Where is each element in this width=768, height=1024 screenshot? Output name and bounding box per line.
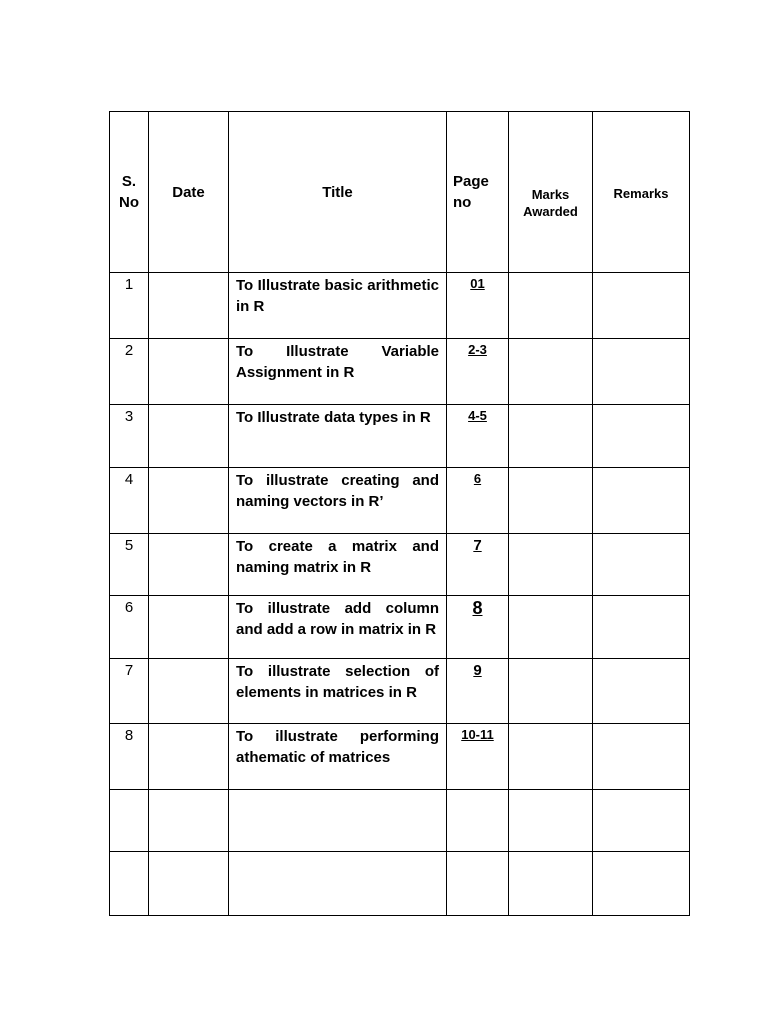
row-date [149, 468, 229, 534]
row-marks [509, 790, 593, 852]
experiment-index-table [109, 111, 690, 916]
row-sno: 2 [110, 339, 149, 405]
row-remarks [593, 790, 690, 852]
header-title: Title [229, 112, 447, 273]
table-row [110, 852, 690, 916]
row-page-no: 8 [447, 596, 509, 659]
row-title: To Illustrate basic arithmetic in R [229, 273, 447, 339]
row-sno [110, 790, 149, 852]
row-page-no: 7 [447, 534, 509, 596]
header-sno: S. No [110, 112, 149, 273]
table-row [110, 339, 690, 405]
row-title: To illustrate performing athematic of matrices [229, 724, 447, 790]
row-page-no: 10-11 [447, 724, 509, 790]
row-sno: 5 [110, 534, 149, 596]
row-sno: 3 [110, 405, 149, 468]
table-row [110, 534, 690, 596]
row-sno: 1 [110, 273, 149, 339]
row-page-no: 4-5 [447, 405, 509, 468]
row-marks [509, 273, 593, 339]
row-page-no: 2-3 [447, 339, 509, 405]
row-date [149, 724, 229, 790]
row-date [149, 596, 229, 659]
row-title: To Illustrate data types in R [229, 405, 447, 468]
table-row [110, 724, 690, 790]
row-remarks [593, 405, 690, 468]
table-row [110, 659, 690, 724]
row-marks [509, 724, 593, 790]
table-row [110, 790, 690, 852]
row-title: To illustrate creating and naming vectors in R’ [229, 468, 447, 534]
row-remarks [593, 468, 690, 534]
row-marks [509, 405, 593, 468]
header-date: Date [149, 112, 229, 273]
row-marks [509, 339, 593, 405]
row-sno [110, 852, 149, 916]
row-title: To illustrate add column and add a row in matrix in R [229, 596, 447, 659]
row-remarks [593, 724, 690, 790]
table-row [110, 273, 690, 339]
row-title [229, 790, 447, 852]
row-date [149, 339, 229, 405]
row-date [149, 659, 229, 724]
row-sno: 8 [110, 724, 149, 790]
row-page-no: 01 [447, 273, 509, 339]
row-remarks [593, 659, 690, 724]
row-marks [509, 596, 593, 659]
row-marks [509, 534, 593, 596]
row-marks [509, 659, 593, 724]
row-remarks [593, 339, 690, 405]
table-row [110, 405, 690, 468]
row-remarks [593, 534, 690, 596]
row-title [229, 852, 447, 916]
row-remarks [593, 852, 690, 916]
row-date [149, 790, 229, 852]
row-date [149, 852, 229, 916]
row-date [149, 405, 229, 468]
row-page-no: 9 [447, 659, 509, 724]
row-sno: 7 [110, 659, 149, 724]
header-row [110, 112, 690, 273]
row-title: To create a matrix and naming matrix in R [229, 534, 447, 596]
row-remarks [593, 596, 690, 659]
row-date [149, 534, 229, 596]
row-title: To Illustrate Variable Assignment in R [229, 339, 447, 405]
row-marks [509, 468, 593, 534]
row-remarks [593, 273, 690, 339]
header-page-no: Page no [447, 112, 509, 273]
table-row [110, 468, 690, 534]
header-remarks: Remarks [593, 112, 690, 273]
row-page-no: 6 [447, 468, 509, 534]
header-marks-awarded: Marks Awarded [509, 112, 593, 273]
table-row [110, 596, 690, 659]
row-page-no [447, 852, 509, 916]
row-title: To illustrate selection of elements in matrices in R [229, 659, 447, 724]
row-sno: 6 [110, 596, 149, 659]
row-page-no [447, 790, 509, 852]
row-sno: 4 [110, 468, 149, 534]
row-marks [509, 852, 593, 916]
row-date [149, 273, 229, 339]
